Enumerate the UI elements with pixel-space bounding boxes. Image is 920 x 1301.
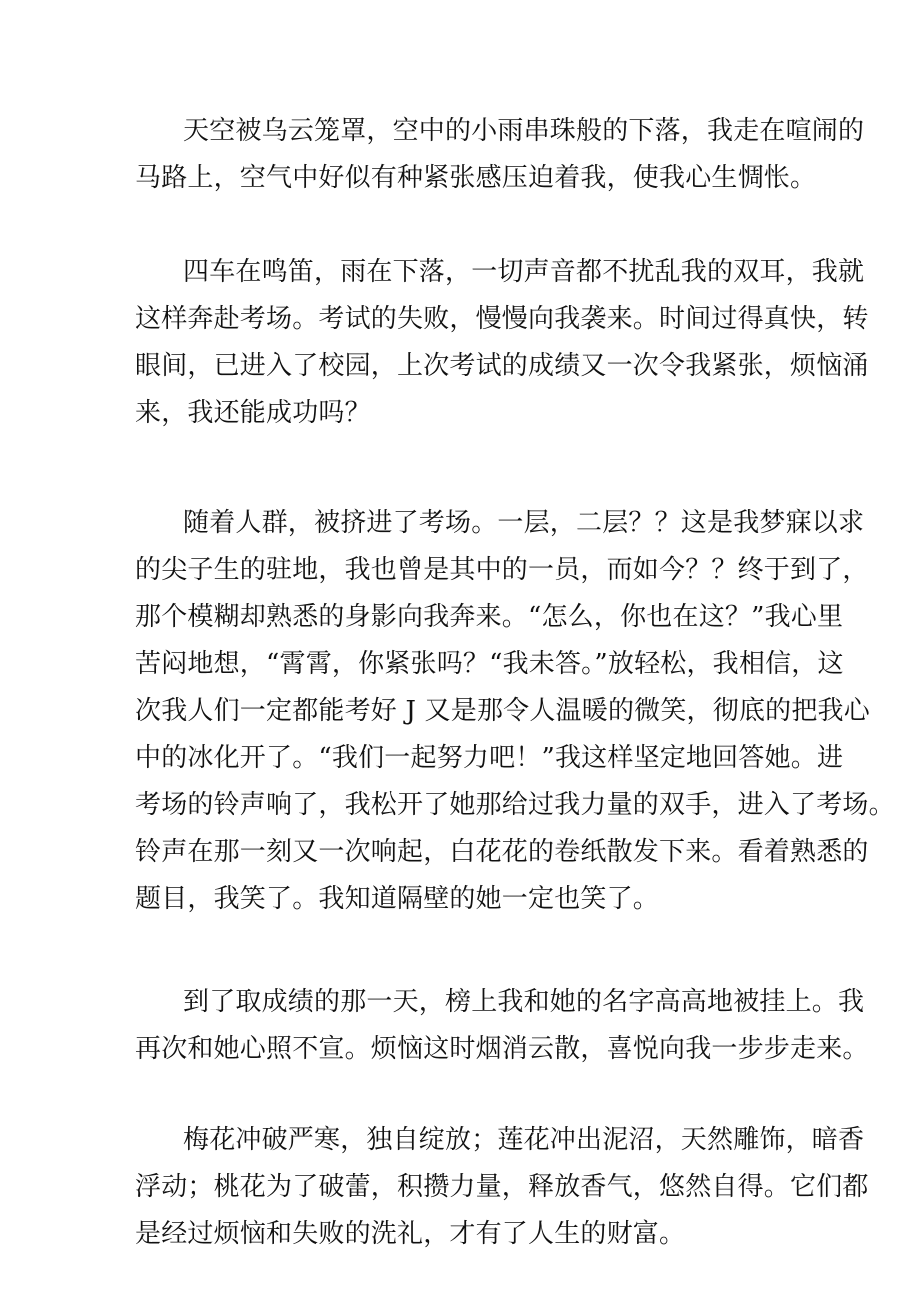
- text-line: 这样奔赴考场。考试的失败，慢慢向我袭来。时间过得真快，转: [135, 304, 869, 334]
- document-body: [135, 108, 895, 1258]
- text-line: 浮动；桃花为了破蕾，积攒力量，释放香气，悠然自得。它们都: [135, 1172, 869, 1202]
- text-line: 苦闷地想，“霄霄，你紧张吗？“我未答。”放轻松，我相信，这: [135, 649, 844, 679]
- text-line: 次我人们一定都能考好 J 又是那令人温暖的微笑，彻底的把我心: [135, 696, 870, 726]
- text-line: 随着人群，被挤进了考场。一层，二层？？这是我梦寐以求: [183, 508, 865, 538]
- text-line: 那个模糊却熟悉的身影向我奔来。“怎么，你也在这？”我心里: [135, 602, 844, 632]
- text-line: 四车在鸣笛，雨在下落，一切声音都不扰乱我的双耳，我就: [183, 257, 865, 287]
- text-line: 天空被乌云笼罩，空中的小雨串珠般的下落，我走在喧闹的: [183, 116, 865, 146]
- text-line: 马路上，空气中好似有种紧张感压迫着我，使我心生惆怅。: [135, 163, 817, 193]
- text-line: 中的冰化开了。“我们一起努力吧！”我这样坚定地回答她。进: [135, 743, 844, 773]
- paragraph-1: [135, 108, 865, 202]
- text-line: 来，我还能成功吗？: [135, 398, 371, 428]
- paragraph-4: [135, 979, 869, 1073]
- text-line: 梅花冲破严寒，独自绽放；莲花冲出泥沼，天然雕饰，暗香: [183, 1125, 865, 1155]
- text-line: 的尖子生的驻地，我也曾是其中的一员，而如今？？终于到了，: [135, 555, 869, 585]
- text-line: 眼间，已进入了校园，上次考试的成绩又一次令我紧张，烦恼涌: [135, 351, 869, 381]
- paragraph-2: [135, 249, 869, 437]
- text-line: 考场的铃声响了，我松开了她那给过我力量的双手，进入了考场。: [135, 790, 895, 820]
- paragraph-3: [135, 500, 895, 923]
- text-line: 铃声在那一刻又一次响起，白花花的卷纸散发下来。看着熟悉的: [135, 837, 869, 867]
- text-line: 题目，我笑了。我知道隔壁的她一定也笑了。: [135, 884, 660, 914]
- paragraph-5: [135, 1117, 869, 1258]
- text-line: 到了取成绩的那一天，榜上我和她的名字高高地被挂上。我: [183, 987, 865, 1017]
- text-line: 是经过烦恼和失败的洗礼，才有了人生的财富。: [135, 1219, 686, 1249]
- text-line: 再次和她心照不宣。烦恼这时烟消云散，喜悦向我一步步走来。: [135, 1034, 869, 1064]
